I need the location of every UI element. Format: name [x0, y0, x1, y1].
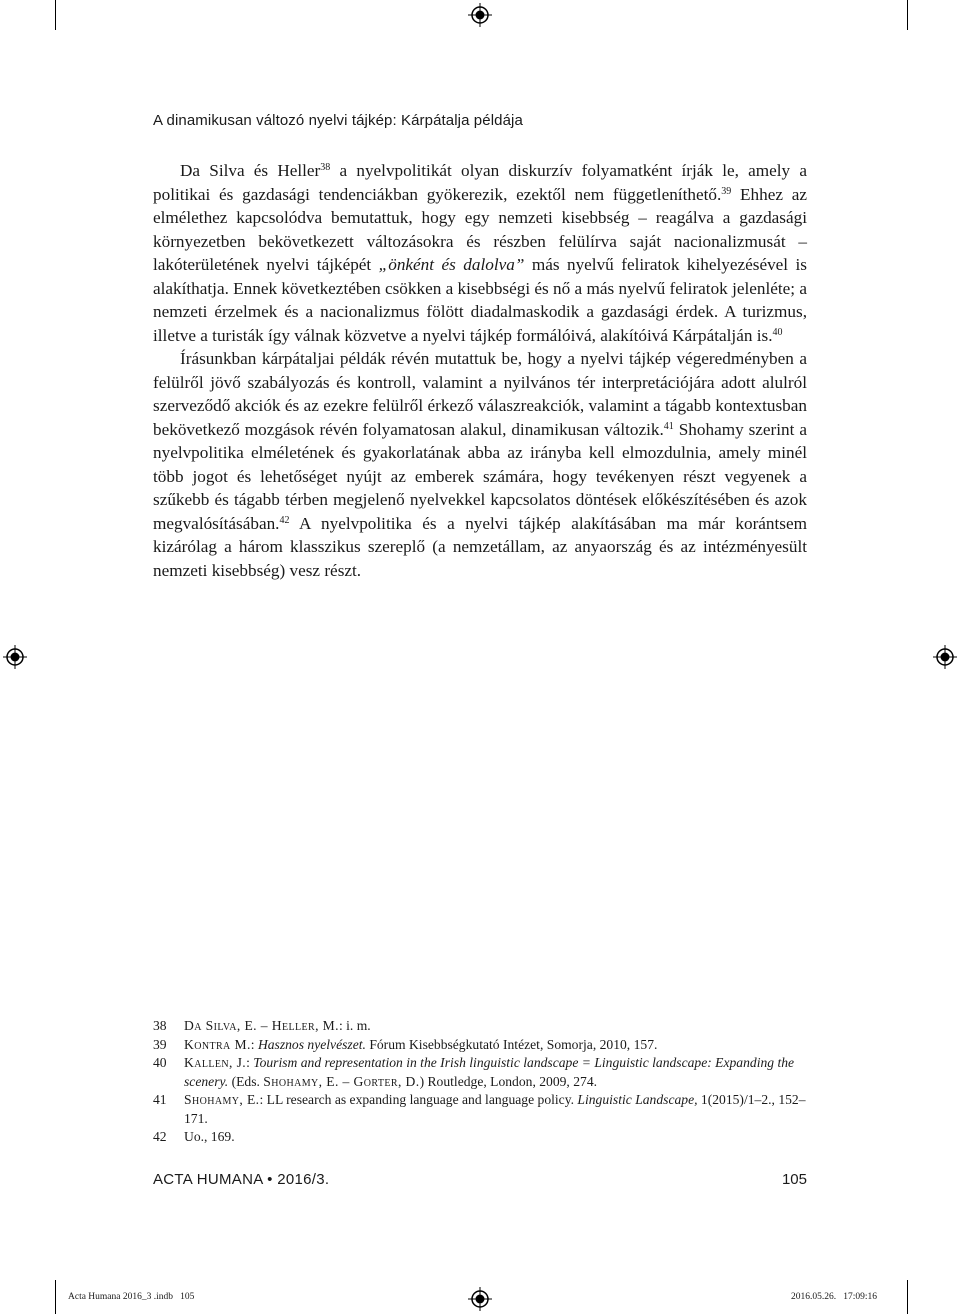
footnote-reference: 38 [320, 162, 331, 173]
text-run: más nyelvű feliratok kihelyezésével is alakíthatja. Ennek következtében csökken a kisebbségi és nő a más nyelvű feliratok jelenléte; a nemzeti érzelmek és a nacionalizmus fölött diadalmaskodik a gazdasági érdek. A turizmus, illetve a turisták így válnak közvetve a nyelvi tájkép formálóivá, alakítóivá Kárpátalján is. [153, 255, 807, 345]
footnote-40 [153, 1054, 807, 1091]
text-run: : i. m. [338, 1018, 371, 1033]
paragraph [153, 347, 807, 582]
text-run: Shohamy szerint a nyelvpolitika elméletének és gyakorlatának abba az irányba kell elmozdulnia, amely minél több jogot és lehetőséget nyújt az emberek számára, hogy tevékenyen részt vegyenek a szűkebb és tágabb térben megjelenő nyelvekkel kapcsolatos döntések előkészítésében és azok megvalósításában. [153, 419, 807, 533]
body-text [153, 159, 807, 582]
text-run: : [246, 1055, 254, 1070]
text-run: A nyelvpolitika és a nyelvi tájkép alakításában ma már korántsem kizárólag a három klasszikus szereplő (a nemzetállam, az anyaország és az intézményesült nemzeti kisebbség) vesz részt. [153, 513, 807, 580]
author-name: Shohamy, E. [184, 1092, 260, 1107]
crop-mark-bottom-right [907, 1280, 908, 1314]
italic-text: Hasznos nyelvészet. [257, 1036, 366, 1052]
text-run: ) Routledge, London, 2009, 274. [419, 1073, 598, 1089]
footnote-reference: 39 [721, 185, 732, 197]
footnote-reference: 41 [663, 420, 674, 432]
author-name: Shohamy, E. – Gorter, D. [263, 1073, 420, 1089]
page-footer [153, 1171, 807, 1191]
text-run: 1(2015)/1–2., 152–171. [184, 1092, 806, 1126]
running-head: A dinamikusan változó nyelvi tájkép: Kárpátalja példája [153, 112, 523, 129]
footnote-number: 41 [153, 1092, 167, 1107]
footnote-42 [153, 1128, 807, 1147]
author-name: Kallen, J. [184, 1055, 247, 1070]
footnote-reference: 42 [279, 514, 290, 526]
text-run: Fórum Kisebbségkutató Intézet, Somorja, 2010, 157. [365, 1036, 658, 1052]
footnote-number: 39 [153, 1036, 167, 1052]
text-run: (Eds. [228, 1073, 264, 1089]
registration-mark-top-icon [468, 3, 492, 27]
text-run: Da Silva és Heller [180, 161, 321, 180]
italic-text: Tourism and representation in the Irish linguistic landscape = Linguistic landscape: Expanding the scenery. [184, 1055, 795, 1089]
text-run: a nyelvpolitikát olyan diskurzív folyamatként írják le, amely a politikai és gazdasági tendenciákban gyökerezik, ezektől nem függetleníthető. [153, 161, 807, 204]
slug-timestamp: 2016.05.26. 17:09:16 [791, 1292, 878, 1302]
author-name: Kontra M. [184, 1036, 251, 1052]
footnote-reference: 40 [772, 326, 783, 338]
footnote-number: 42 [153, 1129, 167, 1144]
text-run: : LL research as expanding language and language policy. [259, 1092, 578, 1107]
crop-mark-top-right [907, 0, 908, 30]
registration-mark-right-icon [933, 645, 957, 669]
paragraph [153, 159, 807, 347]
footnote-41 [153, 1091, 807, 1128]
footnote-number: 40 [153, 1055, 167, 1070]
slug-filename: Acta Humana 2016_3 .indb 105 [68, 1292, 195, 1302]
author-name: Da Silva, E. – Heller, M. [184, 1018, 339, 1033]
footnotes [153, 1017, 807, 1147]
registration-mark-left-icon [3, 645, 27, 669]
footnote-number: 38 [153, 1018, 167, 1033]
page-number: 105 [781, 1171, 807, 1188]
footnote-39 [153, 1036, 807, 1055]
italic-text: Linguistic Landscape, [577, 1092, 698, 1107]
italic-text: „önként és dalolva” [378, 255, 525, 274]
text-run: Uo., 169. [184, 1129, 235, 1144]
crop-mark-bottom-left [55, 1280, 56, 1314]
registration-mark-bottom-icon [468, 1287, 492, 1311]
text-run: : [250, 1036, 258, 1052]
crop-mark-top-left [55, 0, 56, 30]
journal-issue: ACTA HUMANA • 2016/3. [153, 1171, 330, 1188]
footnote-38 [153, 1017, 807, 1036]
text-run: Írásunkban kárpátaljai példák révén mutattuk be, hogy a nyelvi tájkép végeredményben a felülről jövő szabályozás és kontroll, valamint a nyilvános tér interpretációjára adott alulról szerveződő akciók és az ezekre felülről érkező válaszreakciók, valamint a tágabb kontextusban bekövetkező mozgások révén folyamatosan alakul, dinamikusan változik. [153, 349, 807, 439]
text-run: Ehhez az elmélethez kapcsolódva bemutattuk, hogy egy nemzeti kisebbség – reagálva a gazdasági környezetben bekövetkezett változásokra és részben felülírva saját nacionalizmusát – lakóterületének nyelvi tájképét [153, 184, 807, 274]
